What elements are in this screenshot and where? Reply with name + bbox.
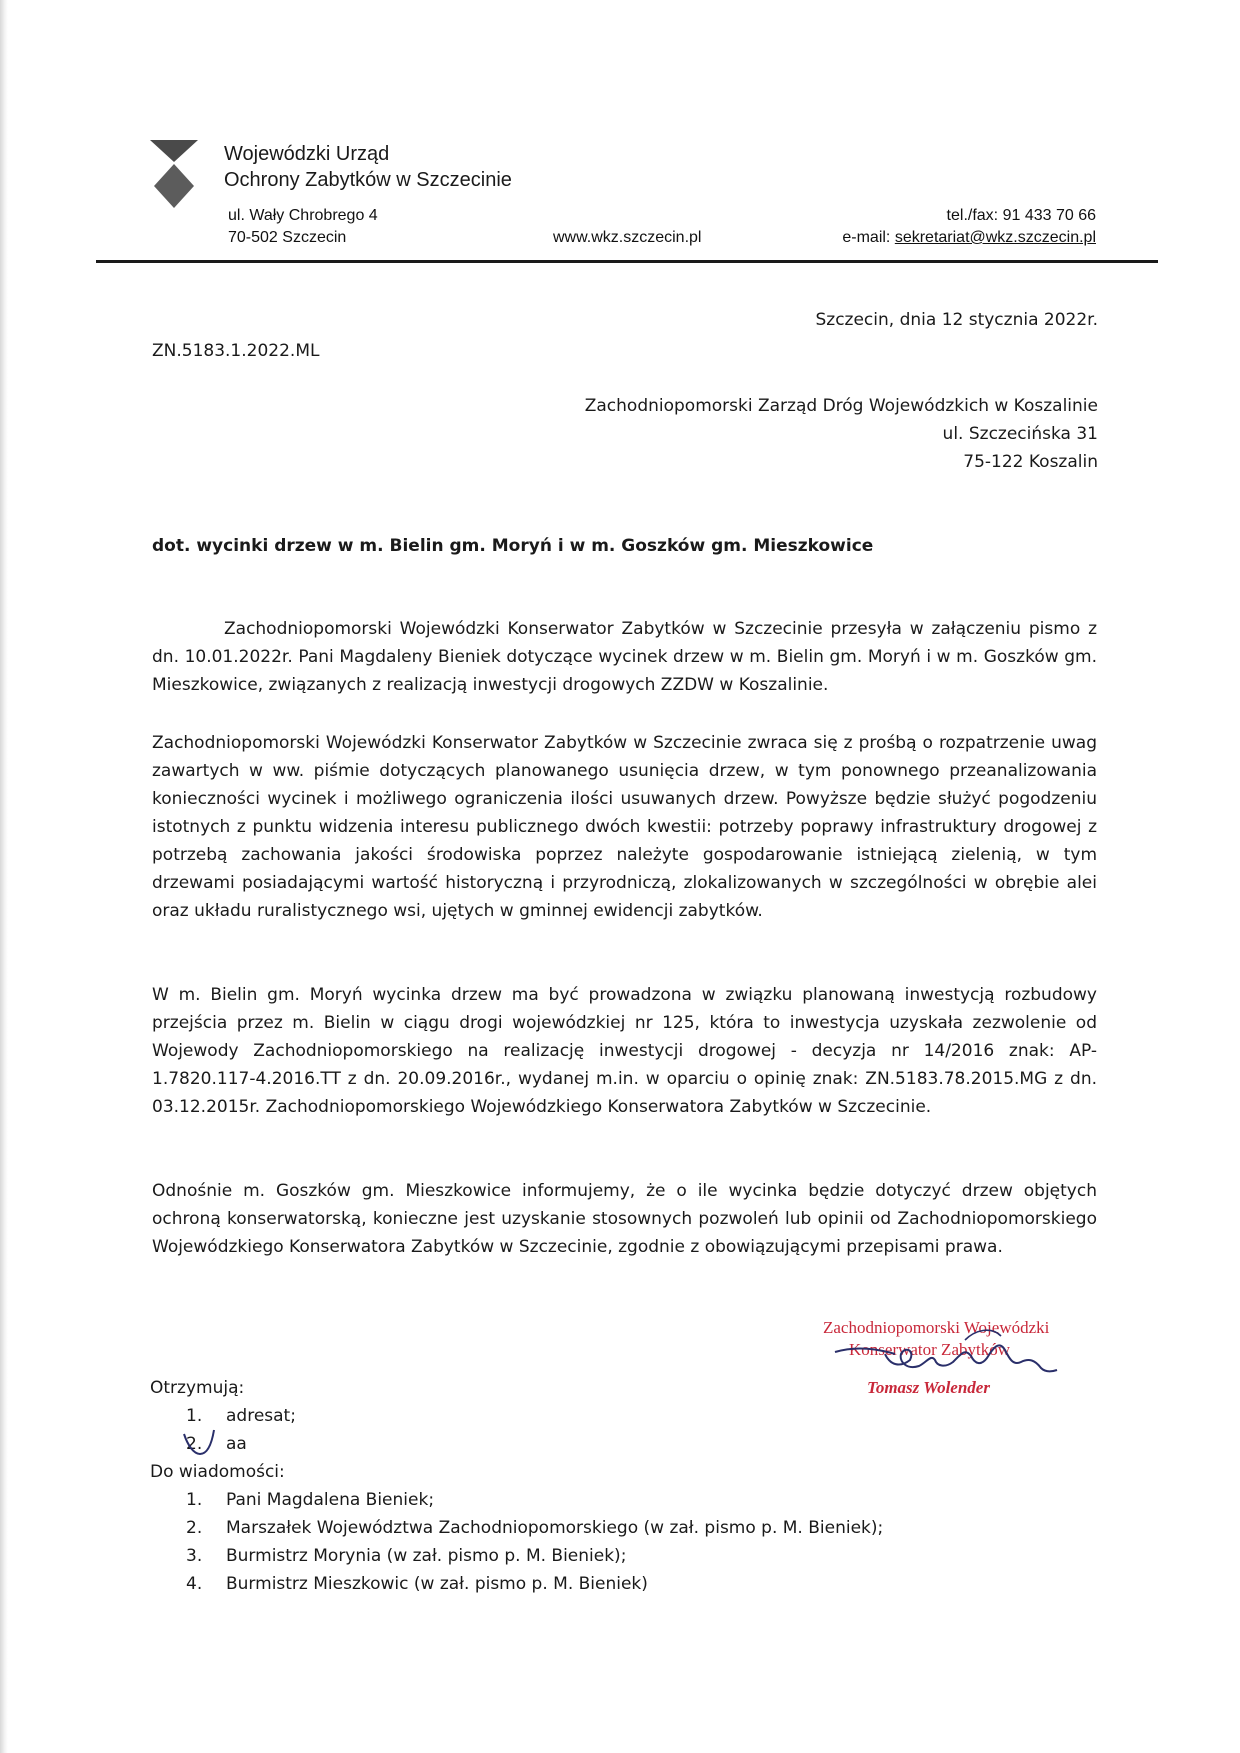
list-item	[186, 1486, 883, 1514]
office-address	[228, 205, 378, 249]
body-paragraph: Zachodniopomorski Wojewódzki Konserwator Zabytków w Szczecinie przesyła w załączeniu pismo z dn. 10.01.2022r. Pani Magdaleny Bieniek dotyczące wycinek drzew w m. Bielin gm. Moryń i w m. Goszków gm. Mieszkowice, związanych z realizacją inwestycji drogowych ZZDW w Koszalinie.	[152, 619, 1097, 695]
phone-number: tel./fax: 91 433 70 66	[946, 207, 1096, 224]
scan-edge	[0, 0, 8, 1753]
list-item-number: 3.	[186, 1546, 203, 1566]
for-information-label: Do wiadomości:	[150, 1462, 285, 1482]
recipient-address	[585, 392, 1098, 476]
stamp-line1: Zachodniopomorski Wojewódzki	[823, 1318, 1050, 1337]
office-name-line2: Ochrony Zabytków w Szczecinie	[224, 169, 512, 191]
address-line1: ul. Wały Chrobrego 4	[228, 207, 378, 224]
list-item-number: 2.	[186, 1518, 203, 1538]
address-line2: 70-502 Szczecin	[228, 229, 347, 246]
recipient-line2: ul. Szczecińska 31	[942, 424, 1098, 444]
office-name-line1: Wojewódzki Urząd	[224, 143, 390, 165]
email-link[interactable]: sekretariat@wkz.szczecin.pl	[894, 229, 1096, 246]
body-paragraph: Zachodniopomorski Wojewódzki Konserwator Zabytków w Szczecinie zwraca się z prośbą o rozpatrzenie uwag zawartych w ww. piśmie dotyczących planowanego usunięcia drzew, w tym ponownego przeanalizowania konieczności wycinek i możliwego ograniczenia ilości usuwanych drzew. Powyższe będzie służyć pogodzeniu istotnych z punktu widzenia interesu publicznego dwóch kwestii: potrzeby poprawy infrastruktury drogowej z potrzebą zachowania jakości środowiska poprzez należyte gospodarowanie istniejącą zielenią, w tym drzewami posiadającymi wartość historyczną i przyrodniczą, zlokalizowanych w szczególności w obrębie alei oraz układu ruralistycznego wsi, ujętych w gminnej ewidencji zabytków.	[152, 733, 1097, 921]
recipients-label: Otrzymują:	[150, 1378, 245, 1398]
website-link[interactable]: www.wkz.szczecin.pl	[553, 229, 702, 246]
list-item-number: 1.	[186, 1490, 203, 1510]
list-item-text: aa	[226, 1434, 247, 1454]
body-paragraph: Odnośnie m. Goszków gm. Mieszkowice informujemy, że o ile wycinka będzie dotyczyć drzew objętych ochroną konserwatorską, konieczne jest uzyskanie stosownych pozwoleń lub opinii od Zachodniopomorskiego Wojewódzkiego Konserwatora Zabytków w Szczecinie, zgodnie z obowiązującymi przepisami prawa.	[152, 1181, 1097, 1257]
stamp-name: Tomasz Wolender	[867, 1378, 990, 1397]
office-name	[224, 141, 512, 193]
header-divider	[96, 260, 1158, 263]
list-item-number: 2.	[186, 1434, 203, 1454]
list-item	[186, 1514, 883, 1542]
list-item-text: Marszałek Województwa Zachodniopomorskiego (w zał. pismo p. M. Bieniek);	[226, 1518, 884, 1538]
list-item	[186, 1402, 296, 1430]
list-item	[186, 1542, 883, 1570]
list-item-number: 1.	[186, 1406, 203, 1426]
handwritten-check-icon	[180, 1428, 220, 1462]
signature-stamp	[815, 1310, 1065, 1410]
for-information-list	[186, 1486, 883, 1598]
letter-date: Szczecin, dnia 12 stycznia 2022r.	[815, 310, 1098, 330]
email-label: e-mail:	[842, 229, 895, 246]
stamp-line2: Konserwator Zabytków	[849, 1340, 1010, 1359]
body-paragraph: W m. Bielin gm. Moryń wycinka drzew ma być prowadzona w związku planowaną inwestycją rozbudowy przejścia przez m. Bielin w ciągu drogi wojewódzkiej nr 125, która to inwestycja uzyskała zezwolenie od Wojewody Zachodniopomorskiego na realizację inwestycji drogowej - decyzja nr 14/2016 znak: AP-1.7820.117-4.2016.TT z dn. 20.09.2016r., wydanej m.in. w oparciu o opinię znak: ZN.5183.78.2015.MG z dn. 03.12.2015r. Zachodniopomorskiego Wojewódzkiego Konserwatora Zabytków w Szczecinie.	[152, 985, 1097, 1117]
recipient-line1: Zachodniopomorski Zarząd Dróg Wojewódzkich w Koszalinie	[584, 396, 1098, 416]
list-item-text: Pani Magdalena Bieniek;	[226, 1490, 435, 1510]
email-line	[842, 227, 1096, 249]
office-contact	[842, 205, 1096, 249]
list-item-text: adresat;	[226, 1406, 296, 1426]
reference-number: ZN.5183.1.2022.ML	[152, 341, 320, 361]
letter-subject: dot. wycinki drzew w m. Bielin gm. Moryń i w m. Goszków gm. Mieszkowice	[152, 536, 874, 556]
handwritten-signature-icon	[815, 1310, 1065, 1410]
list-item-text: Burmistrz Morynia (w zał. pismo p. M. Bieniek);	[226, 1546, 627, 1566]
office-logo-icon	[150, 140, 198, 210]
list-item-text: Burmistrz Mieszkowic (w zał. pismo p. M. Bieniek)	[226, 1574, 648, 1594]
recipient-line3: 75-122 Koszalin	[963, 452, 1098, 472]
list-item-number: 4.	[186, 1574, 203, 1594]
list-item	[186, 1570, 883, 1598]
